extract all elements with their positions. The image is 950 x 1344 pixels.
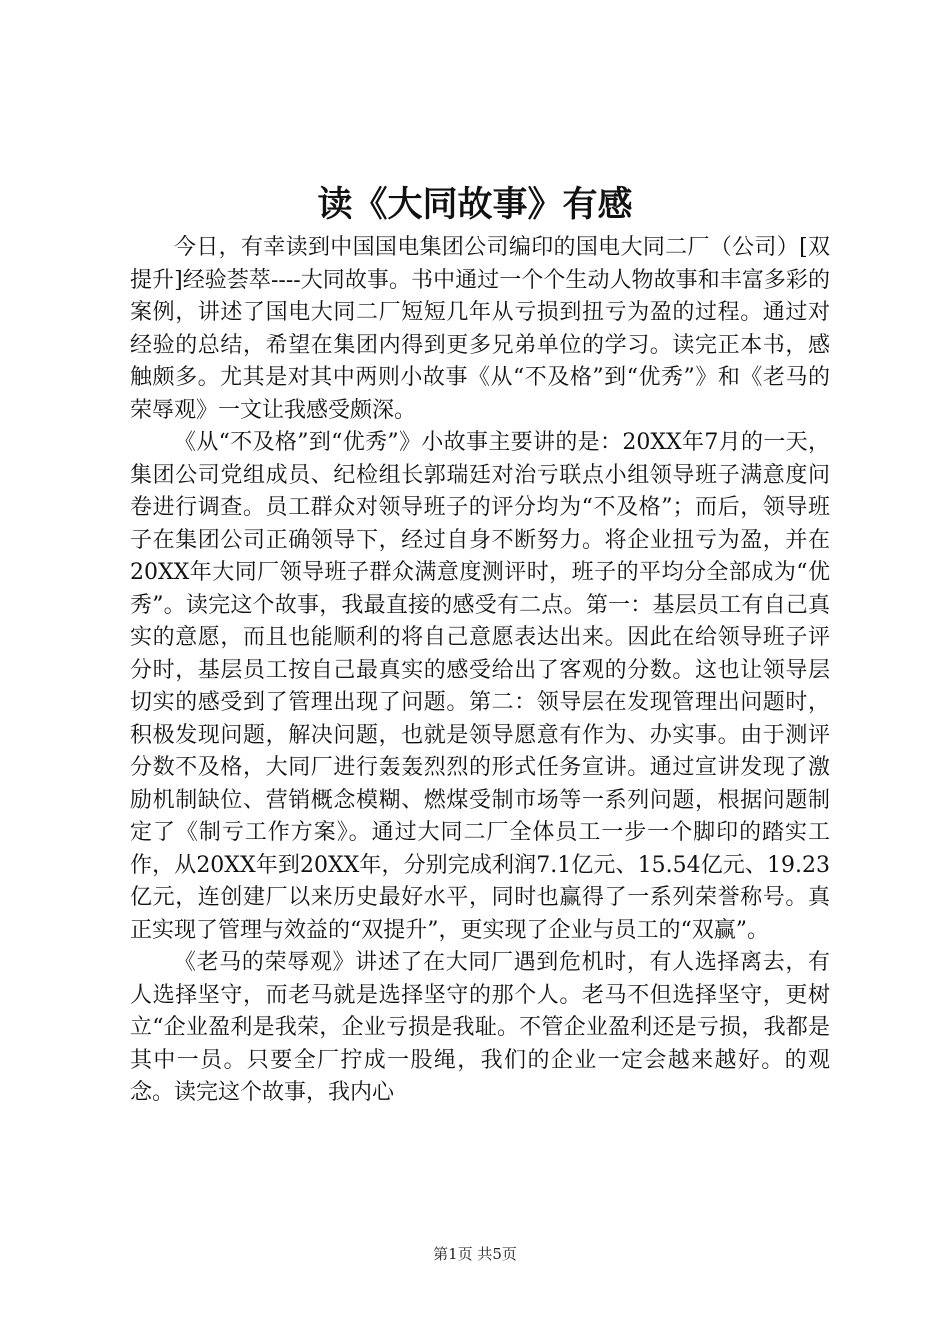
paragraph-1: 今日，有幸读到中国国电集团公司编印的国电大同二厂（公司）[双提升]经验荟萃----大同故事。书中通过一个个生动人物故事和丰富多彩的案例，讲述了国电大同二厂短短几年从亏损到扭亏为盈的过程。通过对经验的总结，希望在集团内得到更多兄弟单位的学习。读完正本书，感触颇多。尤其是对其中两则小故事《从“不及格”到“优秀”》和《老马的荣辱观》一文让我感受颇深。: [130, 235, 830, 423]
paragraph-2: 《从“不及格”到“优秀”》小故事主要讲的是：20XX年7月的一天，集团公司党组成员、纪检组长郭瑞廷对治亏联点小组领导班子满意度问卷进行调查。员工群众对领导班子的评分均为“不及格”；而后，领导班子在集团公司正确领导下，经过自身不断努力。将企业扭亏为盈，并在20XX年大同厂领导班子群众满意度测评时，班子的平均分全部成为“优秀”。读完这个故事，我最直接的感受有二点。第一：基层员工有自己真实的意愿，而且也能顺利的将自己意愿表达出来。因此在给领导班子评分时，基层员工按自己最真实的感受给出了客观的分数。这也让领导层切实的感受到了管理出现了问题。第二：领导层在发现管理出问题时，积极发现问题，解决问题，也就是领导愿意有作为、办实事。由于测评分数不及格，大同厂进行轰轰烈烈的形式任务宣讲。通过宣讲发现了激励机制缺位、营销概念模糊、燃煤受制市场等一系列问题，根据问题制定了《制亏工作方案》。通过大同二厂全体员工一步一个脚印的踏实工作，从20XX年到20XX年，分别完成利润7.1亿元、15.54亿元、19.23亿元，连创建厂以来历史最好水平，同时也赢得了一系列荣誉称号。真正实现了管理与效益的“双提升”，更实现了企业与员工的“双赢”。: [130, 430, 830, 943]
document-title: 读《大同故事》有感: [317, 184, 633, 225]
document-body: [130, 232, 830, 1110]
page-footer: 第1页 共5页: [433, 1245, 517, 1263]
paragraph-3: 《老马的荣辱观》讲述了在大同厂遇到危机时，有人选择离去，有人选择坚守，而老马就是选择坚守的那个人。老马不但选择坚守，更树立“企业盈利是我荣，企业亏损是我耻。不管企业盈利还是亏损，我都是其中一员。只要全厂拧成一股绳，我们的企业一定会越来越好。的观念。读完这个故事，我内心: [130, 950, 830, 1105]
